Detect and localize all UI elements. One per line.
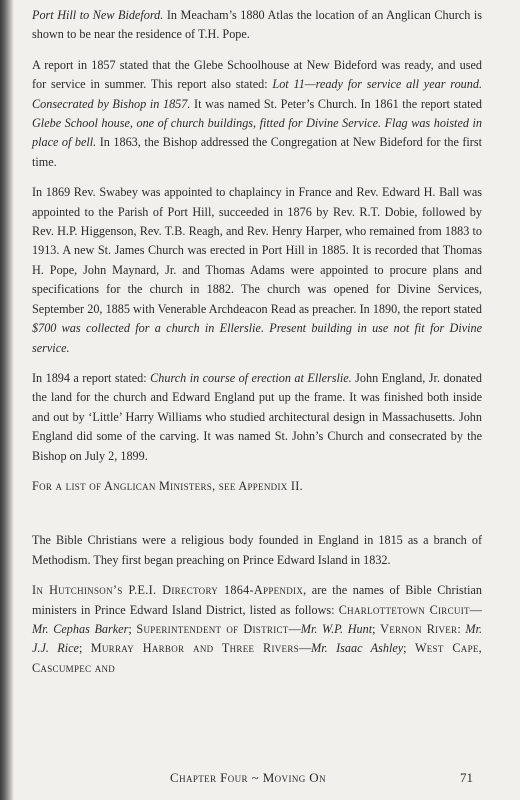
text-segment: In 1869 Rev. Swabey was appointed to chaplaincy in France and Rev. Edward H. Ball was appointed to the Parish of Port Hill, succeeded in 1876 by Rev. R.T. Dobie, followed by Rev. H.P. Higgenson, Rev. T.B. Reagh, and Rev. Henry Harper, who remained from 1883 to 1913. A new St. James Church was erected in Port Hill in 1885. It is recorded that Thomas H. Pope, John Maynard, Jr. and Thomas Adams were appointed to procure plans and specifications for the church in 1882. The church was opened for Divine Services, September 20, 1885 with Venerable Archdeacon Read as preacher. In 1890, the report stated <box>32 185 482 316</box>
paragraph-p5 <box>32 477 482 496</box>
text-segment: In 1894 a report stated: <box>32 370 151 385</box>
text-segment: Lot 11—ready for service all year round. Consecrated by Bishop in 1857. <box>32 77 482 111</box>
text-segment: ; <box>372 621 381 636</box>
text-segment: In Hutchinson’s P.E.I. Directory 1864-Appendix <box>32 583 304 598</box>
page-body <box>32 6 482 689</box>
text-segment: In 1863, the Bishop addressed the Congregation at New Bideford for the first time. <box>32 135 482 169</box>
text-segment: A report in 1857 stated that the Glebe Schoolhouse at New Bideford was ready, and used for service in summer. This report also stated: <box>32 57 482 92</box>
text-segment: : <box>457 621 466 636</box>
text-segment: It was named St. Peter’s Church. In 1861 the report stated <box>190 96 482 111</box>
section-break <box>32 507 482 531</box>
text-segment: $700 was collected for a church in Ellerslie. Present building in use not fit for Divine service. <box>32 321 482 355</box>
text-segment: Mr. W.P. Hunt <box>300 621 373 636</box>
paragraph-p3 <box>32 183 482 358</box>
text-segment: Glebe School house, one of church buildings, fitted for Divine Service. Flag was hoisted in place of bell. <box>32 116 482 150</box>
running-footer-chapter: Chapter Four ~ Moving On <box>170 770 326 785</box>
text-segment: Church in course of erection at Ellerslie. <box>150 370 352 385</box>
text-segment: — <box>298 641 312 656</box>
text-segment: Mr. Isaac Ashley <box>311 641 404 656</box>
text-segment: Mr. Cephas Barker <box>32 621 129 636</box>
text-segment: West Cape, Cascumpec and <box>32 641 483 675</box>
page-number: 71 <box>460 770 473 785</box>
text-segment: , are the names of Bible Christian ministers in Prince Edward Island District, listed as follows: <box>32 583 482 617</box>
text-segment: For a list of Anglican Ministers, see Appendix II. <box>32 478 303 493</box>
text-segment: Charlottetown Circuit <box>338 602 470 617</box>
text-segment: Mr. J.J. Rice <box>32 621 483 656</box>
text-segment: — <box>288 621 301 636</box>
book-spine-shadow <box>0 0 14 800</box>
paragraph-p7 <box>32 581 482 678</box>
text-segment: The Bible Christians were a religious body founded in England in 1815 as a branch of Methodism. They first began preaching on Prince Edward Island in 1832. <box>32 533 482 567</box>
text-segment: Murray Harbor and Three Rivers <box>90 641 299 656</box>
paragraph-p2 <box>32 56 482 172</box>
paragraph-p1 <box>32 6 482 45</box>
paragraph-p4 <box>32 369 482 466</box>
text-segment: Superintendent of District <box>136 621 289 636</box>
text-segment: ; <box>403 641 415 656</box>
text-segment: — <box>469 602 482 617</box>
text-segment: ; <box>78 641 91 656</box>
text-segment: Port Hill to New Bideford. <box>32 8 164 22</box>
text-segment: Vernon River <box>380 621 458 636</box>
paragraph-p6 <box>32 531 482 570</box>
text-segment: In Meacham’s 1880 Atlas the location of an Anglican Church is shown to be near the residence of T.H. Pope. <box>32 8 482 42</box>
text-segment: ; <box>128 621 137 636</box>
text-segment: John England, Jr. donated the land for the church and Edward England put up the frame. It was finished both inside and out by ‘Little’ Harry Williams who studied architectural design in Massachusetts. John England did some of the carving. It was named St. John’s Church and consecrated by the Bishop on July 2, 1899. <box>32 370 482 463</box>
page-footer <box>0 770 520 794</box>
